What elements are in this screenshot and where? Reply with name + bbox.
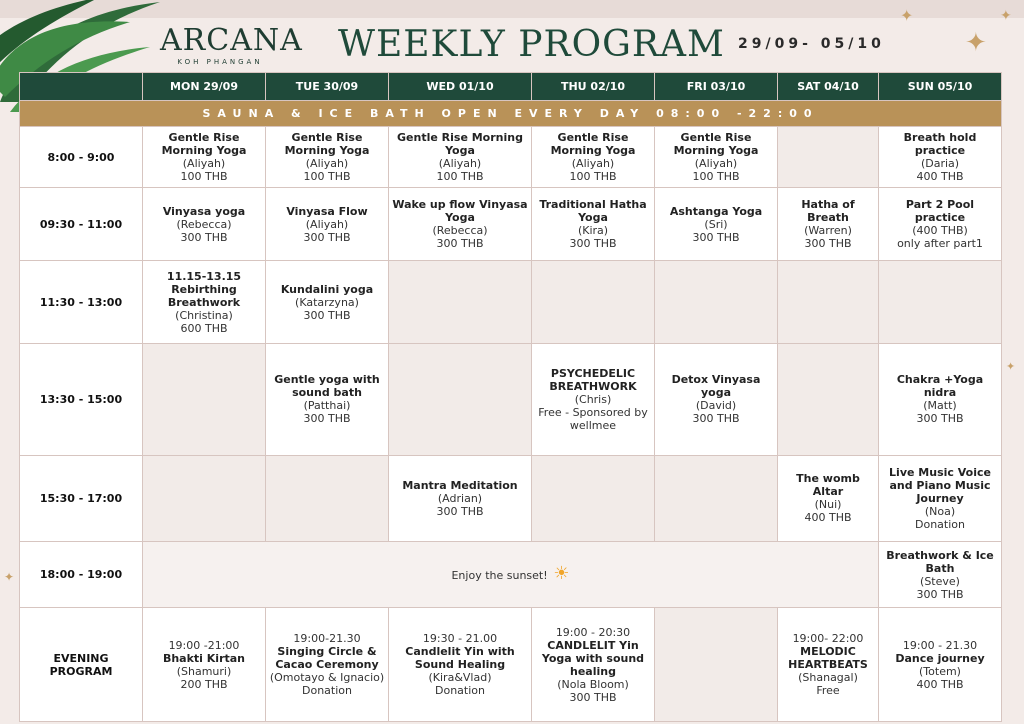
instructor: (Rebecca) xyxy=(176,217,232,231)
instructor: (Steve) xyxy=(920,574,960,588)
instructor: (Aliyah) xyxy=(571,157,615,171)
instructor: (Katarzyna) xyxy=(295,295,359,309)
price: 300 THB xyxy=(180,230,228,244)
empty-slot xyxy=(655,455,778,541)
price: 100 THB xyxy=(303,170,351,184)
price: 300 THB xyxy=(804,237,852,251)
price: 100 THB xyxy=(692,170,740,184)
logo-sub: KOH PHANGAN xyxy=(177,58,263,66)
price: 300 THB xyxy=(692,230,740,244)
price: 300 THB xyxy=(303,308,351,322)
class-slot xyxy=(143,127,266,188)
schedule-row xyxy=(20,188,1002,261)
day-header-mon: MON 29/09 xyxy=(143,73,266,101)
class-slot xyxy=(778,608,879,722)
class-name: Breathwork & Ice Bath xyxy=(886,548,994,575)
price: 100 THB xyxy=(436,170,484,184)
price: 300 THB xyxy=(692,412,740,426)
instructor: (Warren) xyxy=(804,224,852,238)
class-name: Live Music Voice and Piano Music Journey xyxy=(889,465,991,505)
instructor: (Nui) xyxy=(814,498,842,512)
class-name: PSYCHEDELIC BREATHWORK xyxy=(549,366,637,393)
price: Donation xyxy=(915,517,965,531)
class-time: 19:00 - 21.30 xyxy=(902,638,978,652)
empty-slot xyxy=(778,344,879,455)
price: 300 THB xyxy=(303,230,351,244)
class-time: 19:00- 22:00 xyxy=(792,632,864,646)
class-slot xyxy=(143,188,266,261)
schedule-row xyxy=(20,127,1002,188)
instructor: (Aliyah) xyxy=(182,157,226,171)
empty-slot xyxy=(389,261,532,344)
price: Donation xyxy=(435,684,485,698)
class-name: The womb Altar xyxy=(796,472,860,499)
class-name: Hatha of Breath xyxy=(801,198,855,225)
price: 300 THB xyxy=(569,690,617,704)
class-slot xyxy=(879,127,1002,188)
sparkle-icon: ✦ xyxy=(4,570,15,584)
day-header-thu: THU 02/10 xyxy=(532,73,655,101)
class-slot xyxy=(655,127,778,188)
price: 200 THB xyxy=(180,677,228,691)
instructor: (Christina) xyxy=(175,308,233,322)
price: 300 THB xyxy=(569,237,617,251)
price: 400 THB xyxy=(804,511,852,525)
day-header-sun: SUN 05/10 xyxy=(879,73,1002,101)
time-slot-label: EVENING PROGRAM xyxy=(20,608,143,722)
price: 300 THB xyxy=(436,504,484,518)
class-slot xyxy=(389,608,532,722)
sun-icon: ☀ xyxy=(547,563,570,585)
empty-slot xyxy=(143,344,266,455)
instructor: (David) xyxy=(695,399,737,413)
class-name: Ashtanga Yoga xyxy=(669,204,763,218)
class-slot xyxy=(266,261,389,344)
day-header-wed: WED 01/10 xyxy=(389,73,532,101)
empty-slot xyxy=(143,455,266,541)
schedule-row xyxy=(20,344,1002,455)
class-slot xyxy=(879,188,1002,261)
empty-slot xyxy=(655,261,778,344)
empty-slot xyxy=(879,261,1002,344)
instructor: (Matt) xyxy=(923,399,957,413)
price: 600 THB xyxy=(180,321,228,335)
class-slot xyxy=(532,344,655,455)
note: Free - Sponsored by wellmee xyxy=(538,405,648,432)
class-name: Part 2 Pool practice xyxy=(905,198,975,225)
class-name: Gentle Rise Morning Yoga xyxy=(161,131,247,158)
time-slot-label: 15:30 - 17:00 xyxy=(20,455,143,541)
evening-row xyxy=(20,608,1002,722)
logo-main: ARCANA xyxy=(160,23,303,58)
class-slot xyxy=(266,188,389,261)
page-title: WEEKLY PROGRAM xyxy=(338,24,725,65)
instructor: (Chris) xyxy=(574,392,612,406)
empty-slot xyxy=(778,127,879,188)
empty-slot xyxy=(532,261,655,344)
class-slot xyxy=(143,608,266,722)
class-time: 19:00-21.30 xyxy=(293,632,361,646)
sparkle-icon: ✦ xyxy=(1006,360,1016,373)
class-slot xyxy=(143,261,266,344)
class-slot xyxy=(532,188,655,261)
class-slot xyxy=(266,127,389,188)
instructor: (400 THB) xyxy=(912,224,968,238)
class-name: Breath hold practice xyxy=(903,131,977,158)
class-name: CANDLELIT Yin Yoga with sound healing xyxy=(541,638,645,678)
price: 400 THB xyxy=(916,677,964,691)
instructor: (Rebecca) xyxy=(432,224,488,238)
class-time: 19:00 -21:00 xyxy=(168,638,240,652)
class-name: Chakra +Yoga nidra xyxy=(896,373,984,400)
class-name: 11.15-13.15 Rebirthing Breathwork xyxy=(166,269,242,309)
empty-slot xyxy=(532,455,655,541)
instructor: (Nola Bloom) xyxy=(557,677,629,691)
price: 300 THB xyxy=(303,412,351,426)
class-slot xyxy=(655,188,778,261)
sparkle-icon: ✦ xyxy=(1000,8,1012,24)
class-name: Dance journey xyxy=(895,651,985,665)
class-name: Traditional Hatha Yoga xyxy=(539,198,647,225)
instructor: (Shamuri) xyxy=(176,664,232,678)
sunset-text: Enjoy the sunset! xyxy=(451,569,548,583)
instructor: (Aliyah) xyxy=(305,157,349,171)
class-slot xyxy=(879,455,1002,541)
class-time: 19:30 - 21.00 xyxy=(422,632,498,646)
class-name: Gentle Rise Morning Yoga xyxy=(550,131,636,158)
price: 300 THB xyxy=(916,412,964,426)
instructor: (Adrian) xyxy=(437,491,483,505)
class-time: 19:00 - 20:30 xyxy=(555,625,631,639)
day-header-row xyxy=(20,73,1002,101)
price: Donation xyxy=(302,684,352,698)
time-slot-label: 8:00 - 9:00 xyxy=(20,127,143,188)
class-slot xyxy=(389,188,532,261)
date-range: 29/09- 05/10 xyxy=(738,36,885,52)
class-slot xyxy=(778,188,879,261)
class-name: Detox Vinyasa yoga xyxy=(671,373,761,400)
price: 300 THB xyxy=(436,237,484,251)
time-slot-label: 11:30 - 13:00 xyxy=(20,261,143,344)
class-name: Wake up flow Vinyasa Yoga xyxy=(392,198,528,225)
day-header-fri: FRI 03/10 xyxy=(655,73,778,101)
time-slot-label: 18:00 - 19:00 xyxy=(20,541,143,608)
logo xyxy=(160,23,303,66)
instructor: (Omotayo & Ignacio) xyxy=(269,671,385,685)
sunset-row xyxy=(20,541,1002,608)
class-name: Bhakti Kirtan xyxy=(162,651,246,665)
price: 100 THB xyxy=(569,170,617,184)
class-name: Kundalini yoga xyxy=(280,282,374,296)
schedule-row xyxy=(20,261,1002,344)
class-slot xyxy=(655,344,778,455)
class-name: MELODIC HEARTBEATS xyxy=(788,645,868,672)
class-name: Vinyasa Flow xyxy=(286,204,368,218)
class-name: Mantra Meditation xyxy=(402,478,518,492)
instructor: (Shanagal) xyxy=(798,671,858,685)
sparkle-icon: ✦ xyxy=(965,28,987,58)
price: 400 THB xyxy=(916,170,964,184)
price: 300 THB xyxy=(916,587,964,601)
price: Free xyxy=(816,684,840,698)
class-name: Singing Circle & Cacao Ceremony xyxy=(275,645,379,672)
instructor: (Daria) xyxy=(920,157,960,171)
class-slot xyxy=(879,608,1002,722)
class-name: Gentle yoga with sound bath xyxy=(274,373,380,400)
class-slot xyxy=(532,127,655,188)
time-slot-label: 13:30 - 15:00 xyxy=(20,344,143,455)
empty-slot xyxy=(778,261,879,344)
class-name: Vinyasa yoga xyxy=(162,204,246,218)
sauna-banner: SAUNA & ICE BATH OPEN EVERY DAY 08:00 -22:00 xyxy=(20,101,1002,127)
instructor: (Kira) xyxy=(577,224,609,238)
class-slot xyxy=(389,455,532,541)
price: 100 THB xyxy=(180,170,228,184)
instructor: (Patthai) xyxy=(303,399,351,413)
class-name: Gentle Rise Morning Yoga xyxy=(673,131,759,158)
sparkle-icon: ✦ xyxy=(900,6,914,25)
class-slot xyxy=(778,455,879,541)
class-name: Candlelit Yin with Sound Healing xyxy=(405,645,515,672)
time-slot-label: 09:30 - 11:00 xyxy=(20,188,143,261)
class-slot xyxy=(532,608,655,722)
empty-slot xyxy=(389,344,532,455)
class-slot xyxy=(389,127,532,188)
empty-slot xyxy=(655,608,778,722)
instructor: (Kira&Vlad) xyxy=(428,671,492,685)
header-corner xyxy=(20,73,143,101)
class-slot xyxy=(266,608,389,722)
class-slot xyxy=(879,541,1002,608)
schedule-row xyxy=(20,455,1002,541)
empty-slot xyxy=(266,455,389,541)
sunset-message xyxy=(143,541,879,608)
class-name: Gentle Rise Morning Yoga xyxy=(284,131,370,158)
class-slot xyxy=(266,344,389,455)
banner-row xyxy=(20,101,1002,127)
day-header-tue: TUE 30/09 xyxy=(266,73,389,101)
instructor: (Sri) xyxy=(704,217,728,231)
day-header-sat: SAT 04/10 xyxy=(778,73,879,101)
instructor: (Aliyah) xyxy=(305,217,349,231)
class-name: Gentle Rise Morning Yoga xyxy=(397,131,523,158)
instructor: (Totem) xyxy=(919,664,961,678)
instructor: (Aliyah) xyxy=(438,157,482,171)
class-slot xyxy=(879,344,1002,455)
schedule-table xyxy=(19,72,1002,722)
note: only after part1 xyxy=(897,237,983,251)
instructor: (Noa) xyxy=(924,504,956,518)
instructor: (Aliyah) xyxy=(694,157,738,171)
